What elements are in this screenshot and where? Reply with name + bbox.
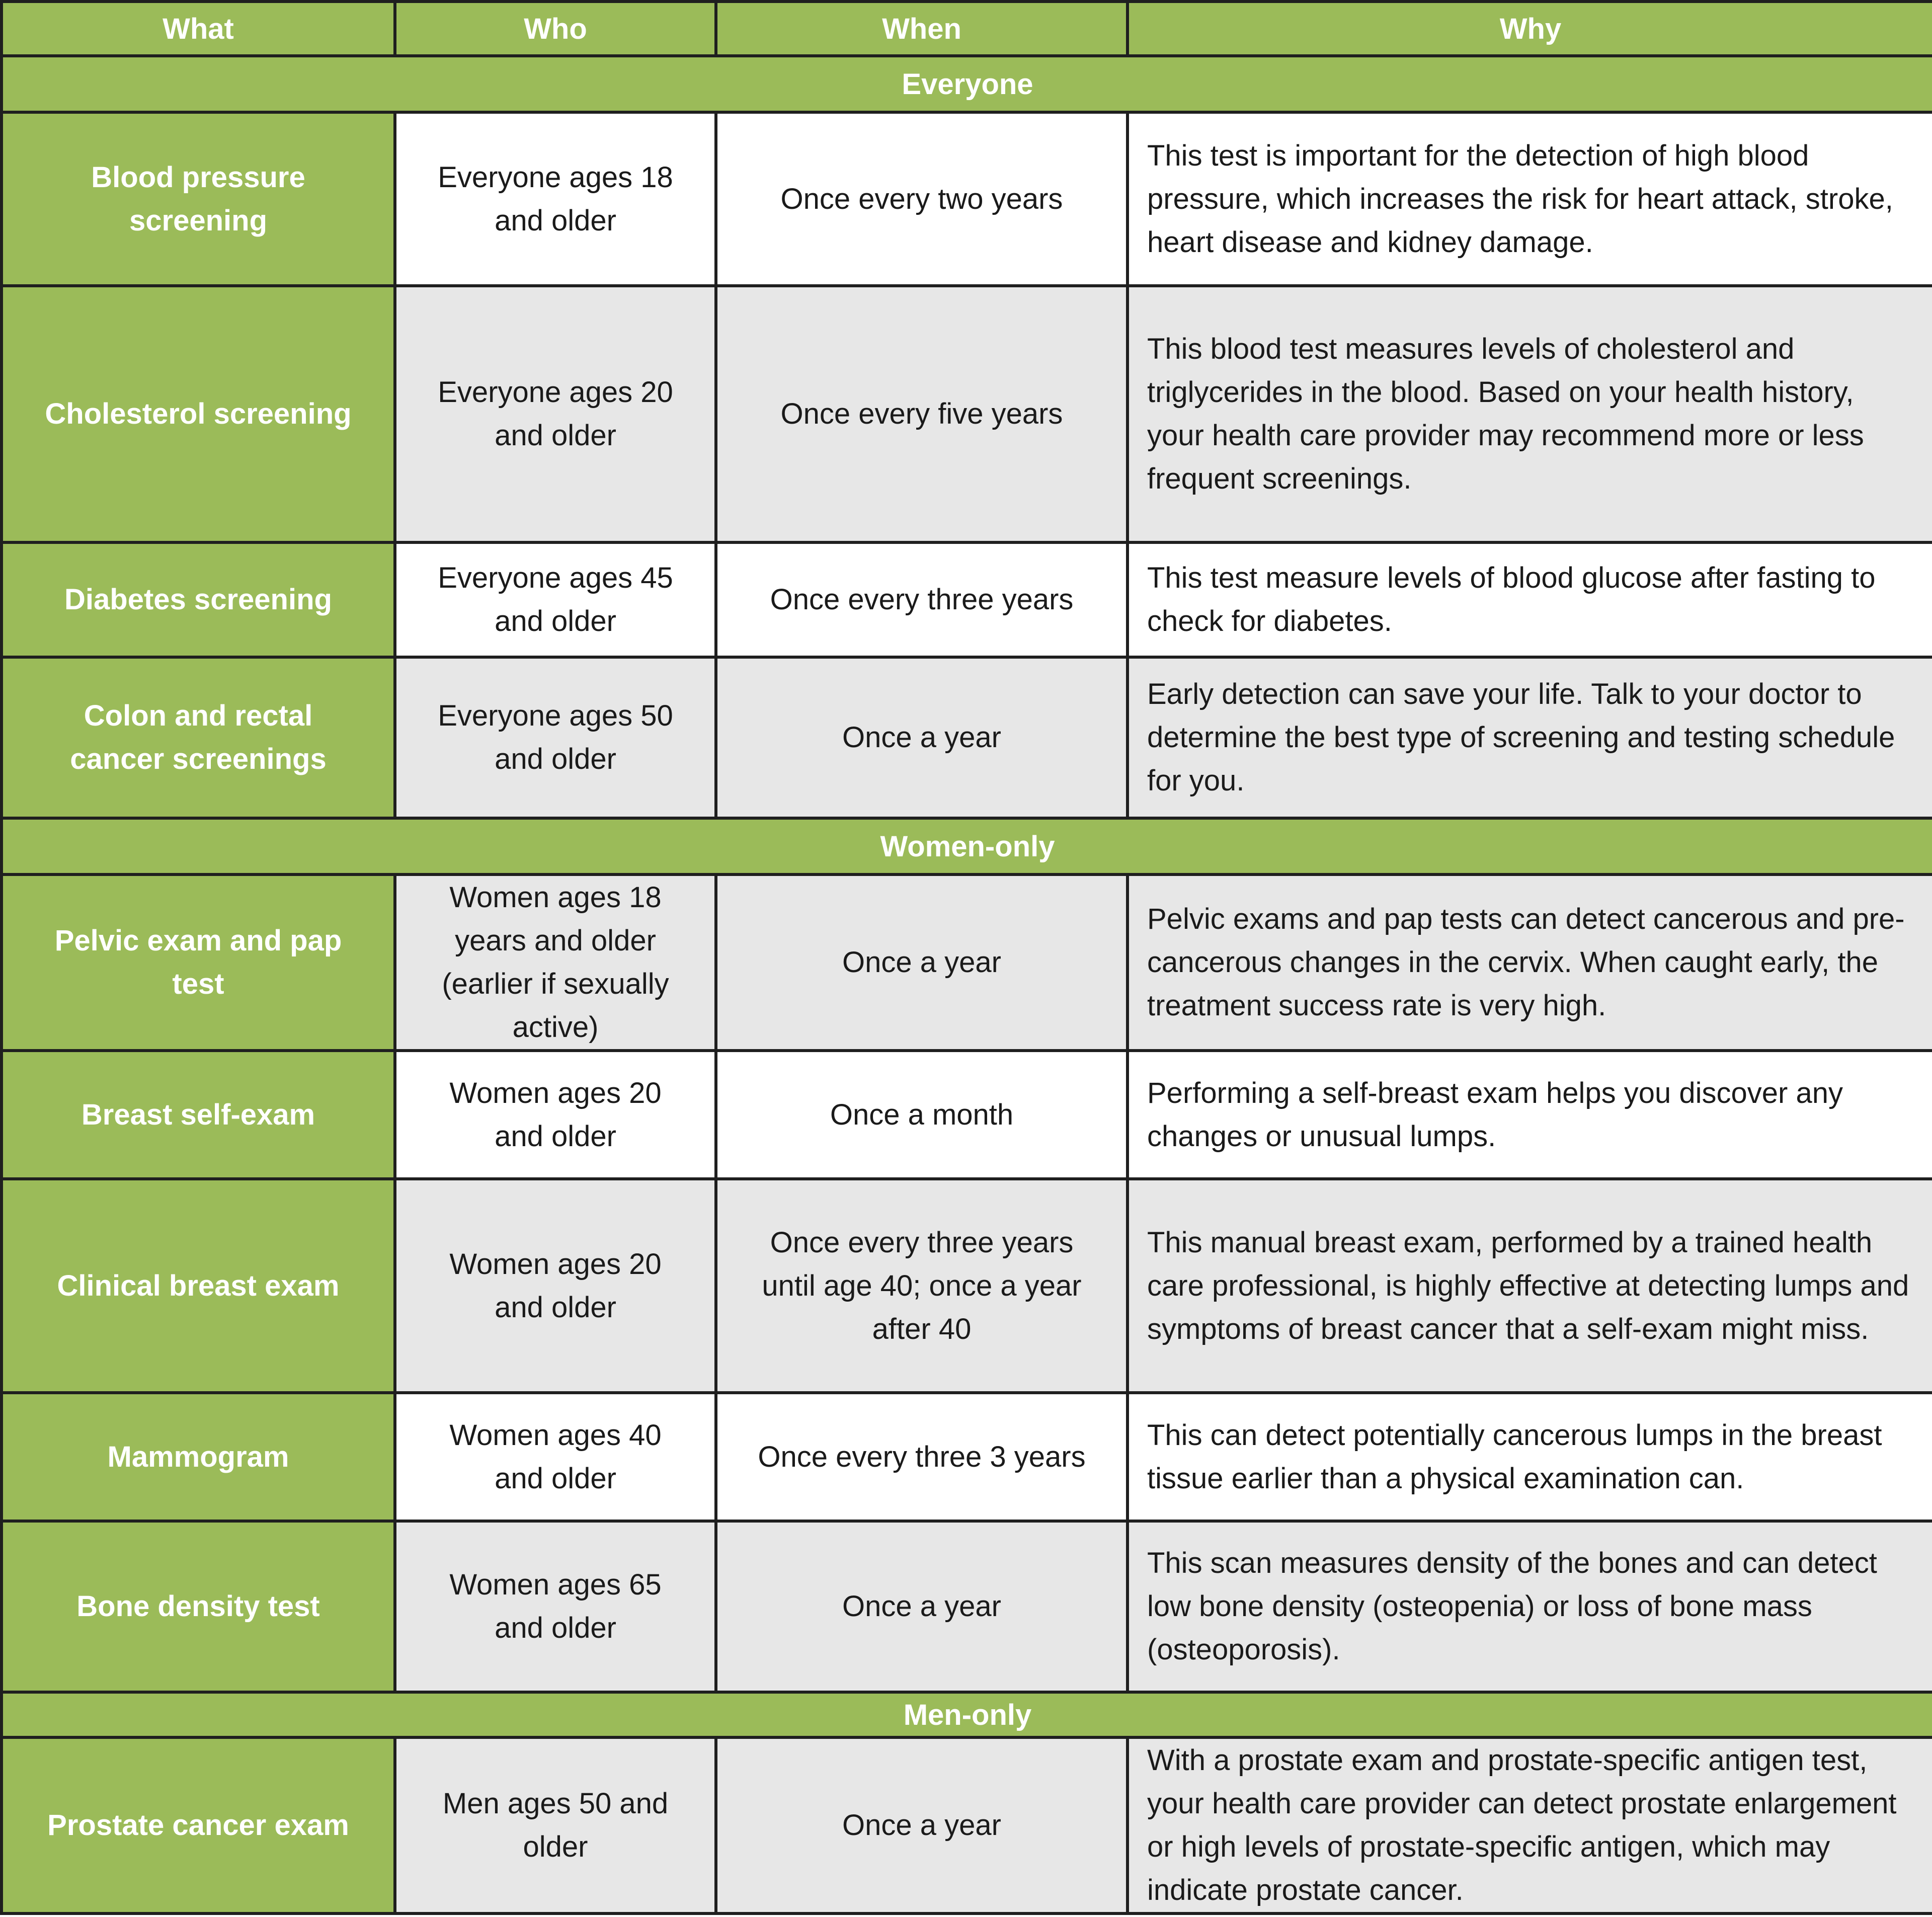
cell-when: Once a year — [716, 874, 1128, 1051]
section-label-men: Men-only — [2, 1692, 1932, 1737]
cell-what: Blood pressure screening — [2, 112, 395, 286]
table-row — [2, 1179, 1932, 1393]
section-label-everyone: Everyone — [2, 56, 1932, 112]
cell-what: Bone density test — [2, 1521, 395, 1692]
cell-who: Women ages 20 and older — [395, 1179, 716, 1393]
table-row — [2, 286, 1932, 542]
header-what: What — [2, 2, 395, 56]
cell-why: This can detect potentially cancerous lumps in the breast tissue earlier than a physical examination can. — [1128, 1393, 1932, 1521]
header-row — [2, 2, 1932, 56]
table-row — [2, 542, 1932, 657]
cell-when: Once a year — [716, 1521, 1128, 1692]
header-why: Why — [1128, 2, 1932, 56]
cell-who: Men ages 50 and older — [395, 1737, 716, 1913]
cell-what: Diabetes screening — [2, 542, 395, 657]
cell-who: Everyone ages 18 and older — [395, 112, 716, 286]
cell-what: Mammogram — [2, 1393, 395, 1521]
table-row — [2, 1521, 1932, 1692]
cell-when: Once a year — [716, 657, 1128, 818]
cell-when: Once every three years until age 40; once a year after 40 — [716, 1179, 1128, 1393]
cell-what: Cholesterol screening — [2, 286, 395, 542]
section-row-men — [2, 1692, 1932, 1737]
cell-what: Clinical breast exam — [2, 1179, 395, 1393]
cell-what: Prostate cancer exam — [2, 1737, 395, 1913]
cell-who: Everyone ages 45 and older — [395, 542, 716, 657]
cell-who: Women ages 20 and older — [395, 1051, 716, 1179]
cell-why: With a prostate exam and prostate-specific antigen test, your health care provider can detect prostate enlargement or high levels of prostate-specific antigen, which may indicate prostate cancer. — [1128, 1737, 1932, 1913]
table-row — [2, 874, 1932, 1051]
table-row — [2, 657, 1932, 818]
cell-when: Once every five years — [716, 286, 1128, 542]
table-row — [2, 1737, 1932, 1913]
section-row-women — [2, 818, 1932, 874]
header-when: When — [716, 2, 1128, 56]
cell-why: Performing a self-breast exam helps you discover any changes or unusual lumps. — [1128, 1051, 1932, 1179]
cell-why: This test measure levels of blood glucose after fasting to check for diabetes. — [1128, 542, 1932, 657]
cell-who: Women ages 18 years and older (earlier if sexually active) — [395, 874, 716, 1051]
cell-why: This scan measures density of the bones and can detect low bone density (osteopenia) or loss of bone mass (osteoporosis). — [1128, 1521, 1932, 1692]
cell-when: Once a year — [716, 1737, 1128, 1913]
cell-who: Women ages 65 and older — [395, 1521, 716, 1692]
table-row — [2, 1051, 1932, 1179]
cell-why: Early detection can save your life. Talk to your doctor to determine the best type of screening and testing schedule for you. — [1128, 657, 1932, 818]
cell-why: This manual breast exam, performed by a trained health care professional, is highly effective at detecting lumps and symptoms of breast cancer that a self-exam might miss. — [1128, 1179, 1932, 1393]
section-row-everyone — [2, 56, 1932, 112]
cell-when: Once every two years — [716, 112, 1128, 286]
table-row — [2, 112, 1932, 286]
cell-what: Pelvic exam and pap test — [2, 874, 395, 1051]
cell-who: Women ages 40 and older — [395, 1393, 716, 1521]
cell-why: This blood test measures levels of cholesterol and triglycerides in the blood. Based on your health history, your health care provider may recommend more or less frequent screenings. — [1128, 286, 1932, 542]
table-row — [2, 1393, 1932, 1521]
cell-what: Colon and rectal cancer screenings — [2, 657, 395, 818]
cell-when: Once every three years — [716, 542, 1128, 657]
cell-when: Once a month — [716, 1051, 1128, 1179]
cell-why: Pelvic exams and pap tests can detect cancerous and pre-cancerous changes in the cervix. When caught early, the treatment success rate is very high. — [1128, 874, 1932, 1051]
cell-who: Everyone ages 20 and older — [395, 286, 716, 542]
cell-what: Breast self-exam — [2, 1051, 395, 1179]
cell-who: Everyone ages 50 and older — [395, 657, 716, 818]
section-label-women: Women-only — [2, 818, 1932, 874]
cell-why: This test is important for the detection of high blood pressure, which increases the risk for heart attack, stroke, heart disease and kidney damage. — [1128, 112, 1932, 286]
header-who: Who — [395, 2, 716, 56]
cell-when: Once every three 3 years — [716, 1393, 1128, 1521]
